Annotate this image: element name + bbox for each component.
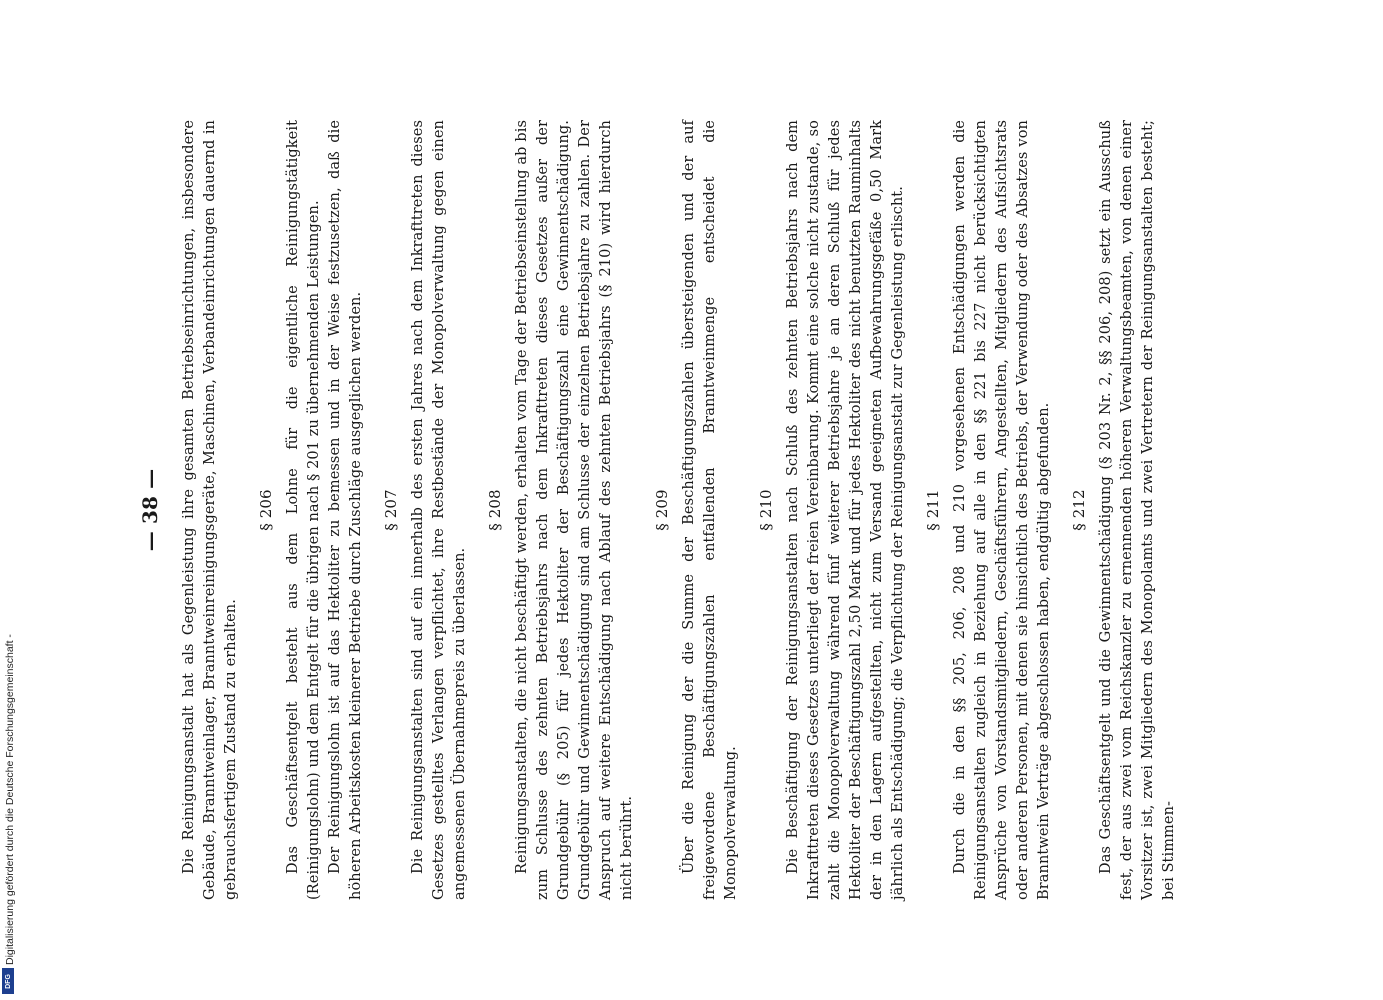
digitization-credit: [4, 0, 18, 1000]
section-heading: § 211: [924, 489, 942, 531]
digitization-credit-text: Digitalisierung gefördert durch die Deutsche Forschungsgemeinschaft -: [4, 634, 16, 965]
section-206: [256, 120, 367, 900]
section-paragraph: Das Geschäftsentgelt und die Gewinnentschädigung (§ 203 Nr. 2, §§ 206, 208) setzt ein Ausschuß fest, der aus zwei vom Reichskanzler zu ernennenden höheren Verwaltungsbeamten, von denen einer Vorsitzer ist, zwei Mitgliedern des Monopolamts und zwei Vertretern der Reinigungsanstalten besteht; bei Stimmen-: [1098, 120, 1177, 900]
section-heading: § 212: [1070, 489, 1088, 531]
section-heading: § 210: [757, 489, 775, 531]
section-heading: § 209: [653, 489, 671, 531]
section-paragraph: Reinigungsanstalten, die nicht beschäftigt werden, erhalten vom Tage der Betriebseinstellung ab bis zum Schlusse des zehnten Betriebsjahrs nach dem Inkrafttreten dieses Gesetzes außer der Grundgebühr (§ 205) für jedes Hektoliter der Beschäftigungszahl eine Gewinnentschädigung. Grundgebühr und Gewinnentschädigung sind am Schlusse der einzelnen Betriebsjahre zu zahlen. Der Anspruch auf weitere Entschädigung nach Ablauf des zehnten Betriebsjahrs (§ 210) wird hierdurch nicht berührt.: [514, 120, 635, 900]
section-paragraph: Über die Reinigung der die Summe der Beschäftigungszahlen übersteigenden und der auf freigewordene Beschäftigungszahlen entfallenden Branntweinmenge entscheidet die Monopolverwaltung.: [681, 120, 739, 900]
scanned-page: [120, 40, 1240, 940]
section-paragraph: Durch die in den §§ 205, 206, 208 und 210 vorgesehenen Entschädigungen werden die Reinigungsanstalten zugleich in Beziehung auf alle in den §§ 221 bis 227 nicht berücksichtigten Ansprüche von Vorstandsmitgliedern, Geschäftsführern, Angestellten, Mitgliedern des Aufsichtsrats oder anderen Personen, mit denen sie hinsichtlich des Betriebs, der Verwendung oder des Absatzes von Branntwein Verträge abgeschlossen haben, endgültig abgefunden.: [952, 120, 1052, 900]
opening-paragraph: Die Reinigungsanstalt hat als Gegenleistung ihre gesamten Betriebseinrichtungen, insbesondere Gebäude, Branntweinlager, Branntweinreinigungsgeräte, Maschinen, Verbandeinrichtungen dauernd in gebrauchsfertigem Zustand zu erhalten.: [181, 120, 239, 900]
section-207: [381, 120, 471, 900]
section-209: [652, 120, 742, 900]
dfg-logo: [2, 968, 14, 994]
section-heading: § 206: [257, 489, 275, 531]
section-212: [1069, 120, 1180, 900]
section-heading: § 208: [486, 489, 504, 531]
section-heading: § 207: [382, 489, 400, 531]
section-paragraph: Der Reinigungslohn ist auf das Hektoliter zu bemessen und in der Weise festzusetzen, daß die höheren Arbeitskosten kleinerer Betriebe durch Zuschläge ausgeglichen werden.: [327, 120, 364, 900]
section-208: [485, 120, 638, 900]
dfg-logo-text: DFG: [4, 973, 12, 989]
page-number: — 38 —: [138, 468, 162, 552]
section-paragraph: Die Reinigungsanstalten sind auf ein innerhalb des ersten Jahres nach dem Inkrafttreten dieses Gesetzes gestelltes Verlangen verpflichtet, ihre Restbestände der Monopolverwaltung gegen einen angemessenen Übernahmepreis zu überlassen.: [410, 120, 468, 900]
page-body: [140, 120, 1180, 900]
section-paragraph: Die Beschäftigung der Reinigungsanstalten nach Schluß des zehnten Betriebsjahrs nach dem Inkrafttreten dieses Gesetzes unterliegt der freien Vereinbarung. Kommt eine solche nicht zustande, so zahlt die Monopolverwaltung während fünf weiterer Betriebsjahre je an deren Schluß für jedes Hektoliter der Beschäftigungszahl 2,50 Mark und für jedes Hektoliter des nicht benutzten Rauminhalts der in den Lagern aufgestellten, nicht zum Versand geeigneten Aufbewahrungsgefäße 0,50 Mark jährlich als Entschädigung; die Verpflichtung der Reinigungsanstalt zur Gegenleistung erlischt.: [785, 120, 906, 900]
section-210: [756, 120, 909, 900]
section-211: [923, 120, 1055, 900]
rotated-page-content: [120, 40, 1240, 940]
section-paragraph: Das Geschäftsentgelt besteht aus dem Lohne für die eigentliche Reinigungstätigkeit (Reinigungslohn) und dem Entgelt für die übrigen nach § 201 zu übernehmenden Leistungen.: [285, 120, 322, 900]
